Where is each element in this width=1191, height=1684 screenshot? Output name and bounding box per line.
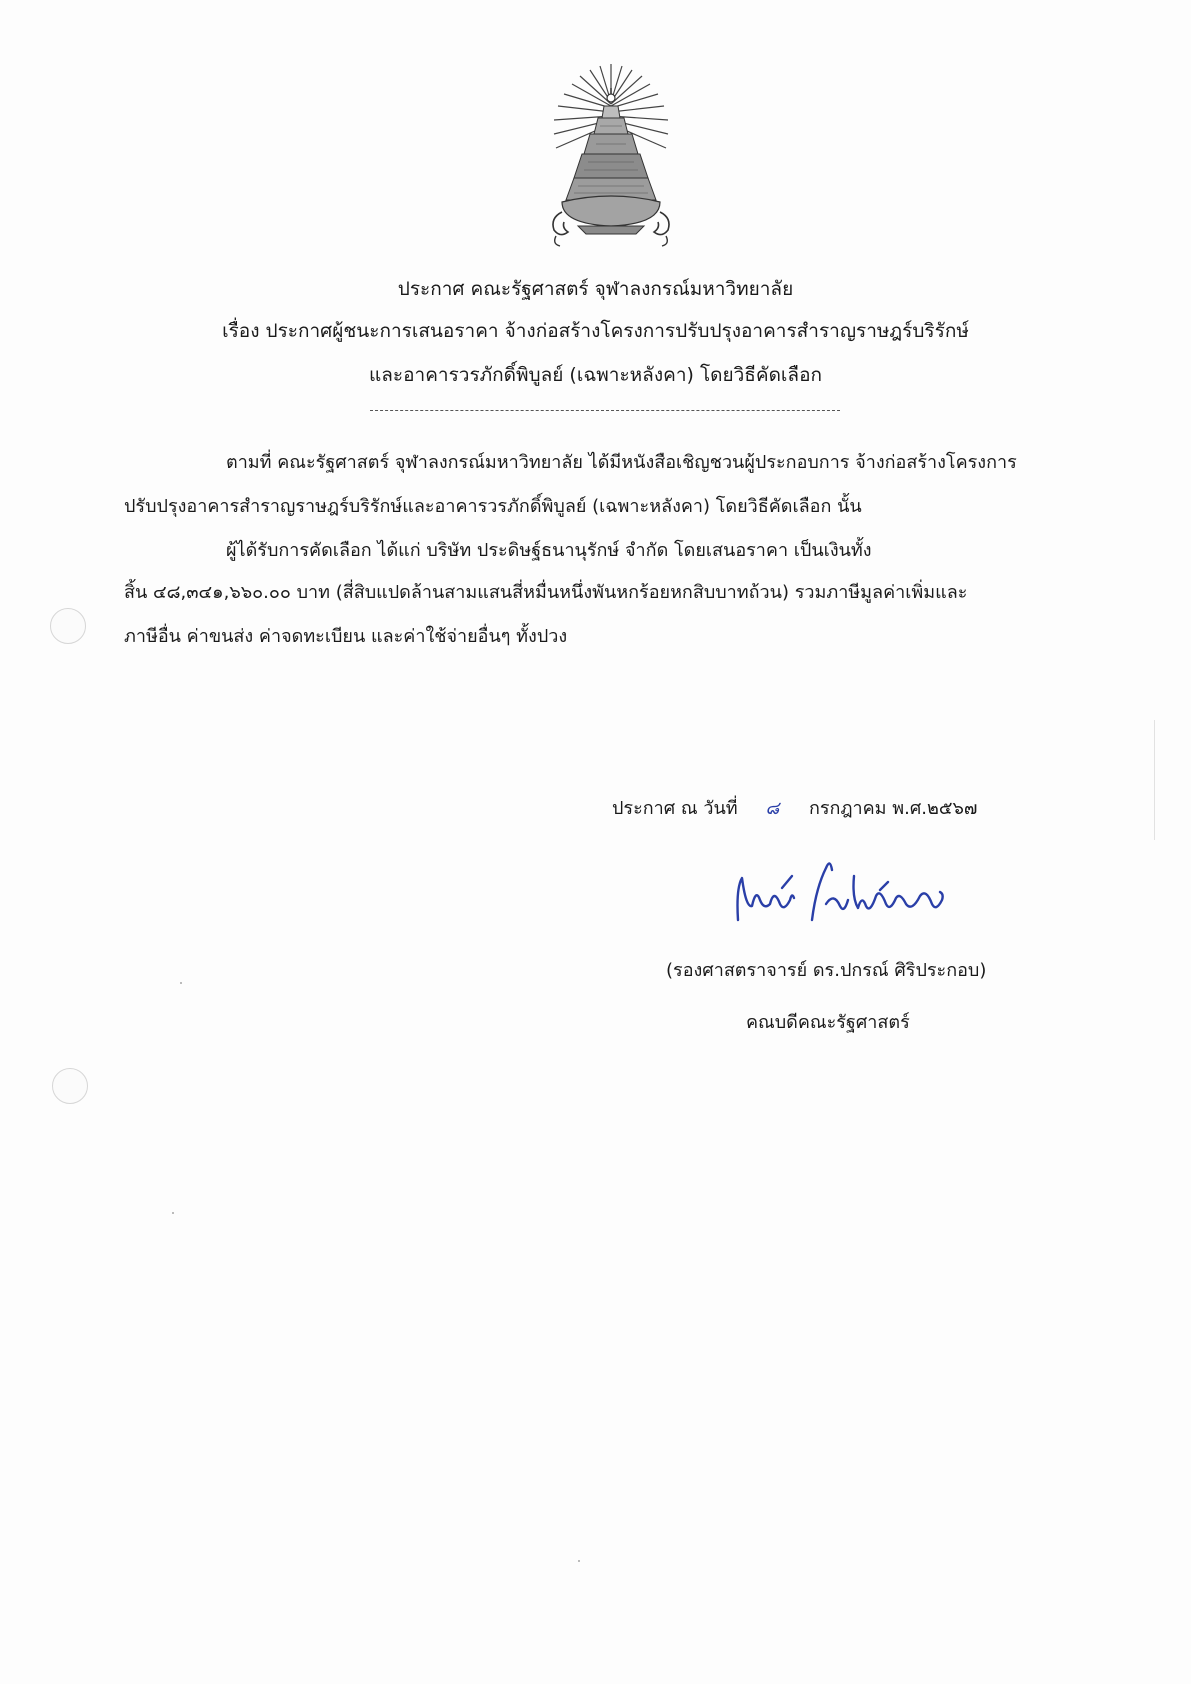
heading-divider — [370, 410, 840, 411]
date-day: ๘ — [765, 798, 780, 819]
body-line-5: ภาษีอื่น ค่าขนส่ง ค่าจดทะเบียน และค่าใช้จ่ายอื่นๆ ทั้งปวง — [124, 626, 568, 647]
announcement-heading-line-1: ประกาศ คณะรัฐศาสตร์ จุฬาลงกรณ์มหาวิทยาลัย — [397, 278, 794, 300]
body-line-3: ผู้ได้รับการคัดเลือก ได้แก่ บริษัท ประดิษฐ์ธนานุรักษ์ จำกัด โดยเสนอราคา เป็นเงินทั้ง — [226, 540, 872, 561]
scan-speck — [578, 1560, 580, 1562]
scan-speck — [172, 1212, 174, 1214]
handwritten-signature-icon — [730, 848, 960, 934]
body-line-1: ตามที่ คณะรัฐศาสตร์ จุฬาลงกรณ์มหาวิทยาลัย ได้มีหนังสือเชิญชวนผู้ประกอบการ จ้างก่อสร้างโครงการ — [226, 452, 1017, 473]
scan-edge-mark — [1154, 720, 1155, 840]
body-line-4: สิ้น ๔๘,๓๔๑,๖๖๐.๐๐ บาท (สี่สิบแปดล้านสามแสนสี่หมื่นหนึ่งพันหกร้อยหกสิบบาทถ้วน) รวมภาษีมูลค่าเพิ่มและ — [124, 582, 968, 603]
date-prefix: ประกาศ ณ วันที่ — [612, 798, 738, 819]
scan-speck — [180, 982, 182, 984]
signer-position: คณบดีคณะรัฐศาสตร์ — [746, 1012, 910, 1033]
body-line-2: ปรับปรุงอาคารสำราญราษฎร์บริรักษ์และอาคารวรภักดิ์พิบูลย์ (เฉพาะหลังคา) โดยวิธีคัดเลือก นั้น — [124, 496, 862, 517]
announcement-heading-line-3: และอาคารวรภักดิ์พิบูลย์ (เฉพาะหลังคา) โดยวิธีคัดเลือก — [369, 364, 822, 386]
signer-name: (รองศาสตราจารย์ ดร.ปกรณ์ ศิริประกอบ) — [666, 960, 987, 981]
announcement-heading-line-2: เรื่อง ประกาศผู้ชนะการเสนอราคา จ้างก่อสร้างโครงการปรับปรุงอาคารสำราญราษฎร์บริรักษ์ — [222, 320, 969, 342]
announcement-date — [612, 796, 977, 822]
punch-hole — [50, 608, 86, 644]
punch-hole — [52, 1068, 88, 1104]
date-month-year: กรกฎาคม พ.ศ.๒๕๖๗ — [808, 798, 978, 819]
chulalongkorn-university-emblem-icon — [548, 62, 674, 252]
